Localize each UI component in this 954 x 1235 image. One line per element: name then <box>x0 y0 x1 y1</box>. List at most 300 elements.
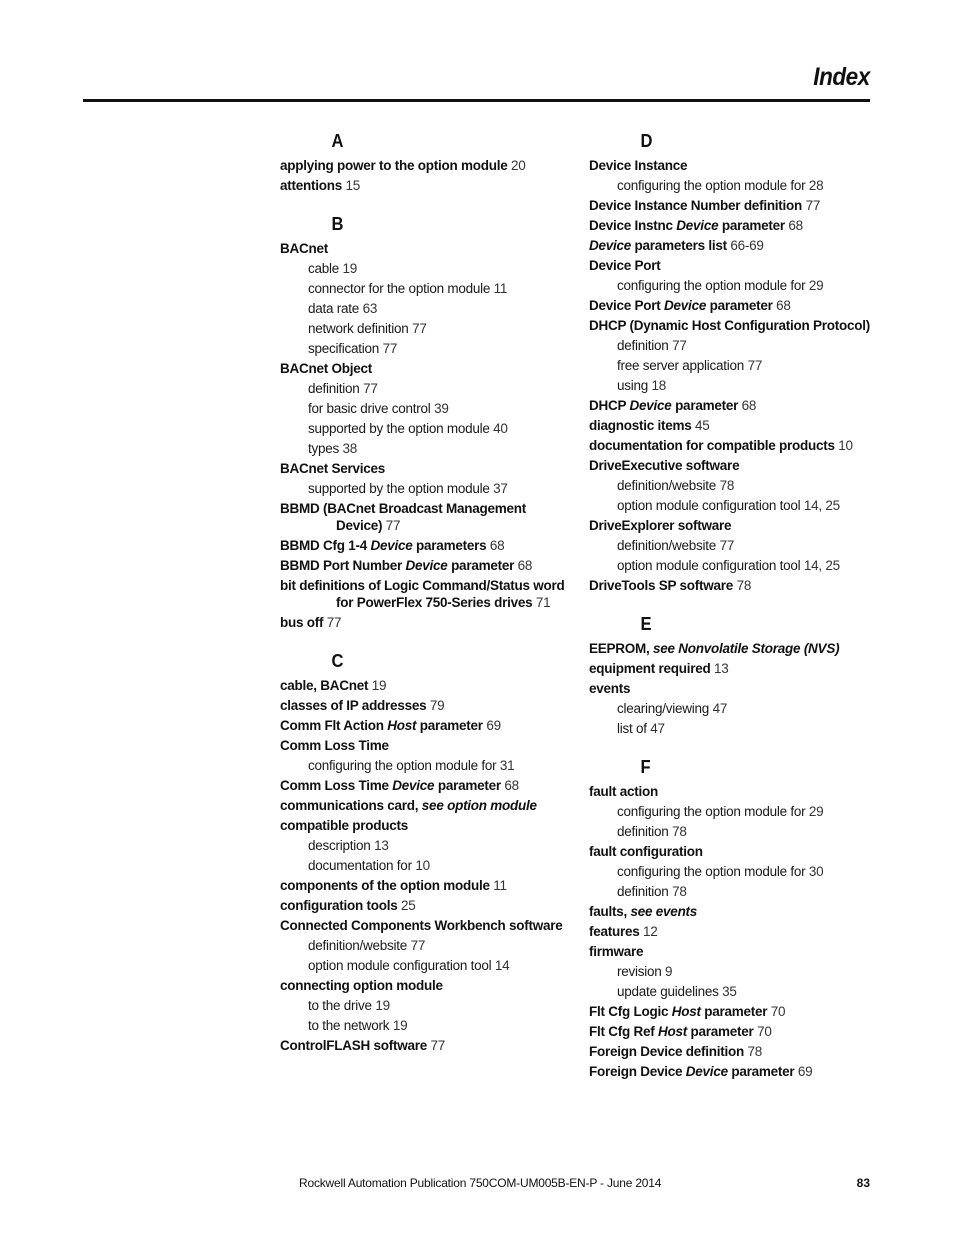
entry-term <box>280 241 328 256</box>
term-text: DHCP (Dynamic Host Configuration Protocol) <box>589 317 871 333</box>
index-subentry <box>589 355 881 375</box>
page-reference: 11 <box>493 280 508 296</box>
term-text: Device <box>629 397 672 413</box>
entry-term <box>589 904 697 919</box>
term-text: supported by the option module <box>308 420 490 436</box>
index-entry <box>589 195 881 215</box>
entry-term <box>617 964 662 979</box>
index-entry <box>280 895 572 915</box>
page-reference: 18 <box>651 377 667 393</box>
entry-term <box>589 298 773 313</box>
entry-term <box>617 864 805 879</box>
term-text: configuring the option module for <box>617 177 806 193</box>
section-letter: D <box>640 131 653 151</box>
term-text: Device <box>685 1063 728 1079</box>
index-subentry <box>280 995 572 1015</box>
index-subentry <box>280 1015 572 1035</box>
page-reference: 37 <box>493 480 508 496</box>
entry-term <box>617 358 744 373</box>
page-reference: 19 <box>375 997 390 1013</box>
entry-term <box>280 158 508 173</box>
index-subentry <box>280 835 572 855</box>
entry-term <box>617 804 805 819</box>
entry-term <box>280 501 526 533</box>
page-reference: 78 <box>736 577 752 593</box>
index-subentry <box>280 398 572 418</box>
page-reference: 13 <box>714 660 729 676</box>
term-text: Host <box>658 1023 687 1039</box>
page-reference: 35 <box>722 983 737 999</box>
index-section <box>280 128 572 195</box>
entry-term <box>589 1044 744 1059</box>
index-entry <box>589 315 881 335</box>
entry-term <box>280 461 385 476</box>
page-reference: 77 <box>363 380 378 396</box>
entry-term <box>589 661 711 676</box>
index-entry <box>589 435 881 455</box>
index-entry <box>280 155 572 175</box>
index-entry <box>589 921 881 941</box>
term-text: option module configuration tool <box>617 497 801 513</box>
entry-term <box>308 281 490 296</box>
index-entry <box>280 975 572 995</box>
page-reference: 68 <box>741 397 757 413</box>
term-text: documentation for compatible products <box>589 437 835 453</box>
index-subentry <box>589 535 881 555</box>
term-text: firmware <box>589 943 644 959</box>
index-entry <box>280 1035 572 1055</box>
index-subentry <box>589 718 881 738</box>
page-reference: 77 <box>385 517 401 533</box>
index-subentry <box>280 438 572 458</box>
page-reference: 14 <box>494 957 510 973</box>
entry-term <box>308 441 339 456</box>
page-reference: 14, 25 <box>803 557 840 573</box>
page-reference: 78 <box>719 477 735 493</box>
term-text: configuring the option module for <box>308 757 497 773</box>
index-entry <box>280 775 572 795</box>
term-text: BBMD Port Number <box>280 557 406 573</box>
index-subentry <box>589 475 881 495</box>
index-entry <box>589 901 881 921</box>
page-reference: 69 <box>486 717 501 733</box>
index-entry <box>589 1001 881 1021</box>
page-reference: 47 <box>650 720 665 736</box>
entry-term <box>589 158 687 173</box>
index-entry <box>589 638 881 658</box>
entry-term <box>617 558 800 573</box>
term-text: Device <box>589 237 632 253</box>
entry-term <box>280 361 372 376</box>
entry-term <box>617 178 805 193</box>
page-reference: 69 <box>797 1063 813 1079</box>
index-subentry <box>280 855 572 875</box>
page-reference: 78 <box>747 1043 763 1059</box>
term-text: see Nonvolatile Storage (NVS) <box>653 640 840 656</box>
term-text: DriveExplorer software <box>589 517 732 533</box>
term-text: types <box>308 440 340 456</box>
index-entry <box>280 555 572 575</box>
term-text: classes of IP addresses <box>280 697 427 713</box>
term-text: using <box>617 377 649 393</box>
page-reference: 13 <box>374 837 389 853</box>
term-text: parameter <box>416 717 483 733</box>
page-reference: 12 <box>643 923 658 939</box>
index-entry <box>589 415 881 435</box>
index-entry <box>280 795 572 815</box>
section-letter: E <box>640 614 652 634</box>
section-letter: A <box>331 131 344 151</box>
entry-term <box>280 698 426 713</box>
entry-term <box>617 884 669 899</box>
term-text: configuring the option module for <box>617 803 806 819</box>
index-subentry <box>280 478 572 498</box>
term-text: Device Port <box>589 257 661 273</box>
term-text: see events <box>630 903 698 919</box>
entry-term <box>589 238 727 253</box>
page-reference: 77 <box>326 614 342 630</box>
page-reference: 70 <box>770 1003 786 1019</box>
entry-term <box>589 1024 754 1039</box>
entry-term <box>308 381 360 396</box>
title-rule <box>83 99 870 102</box>
page-reference: 19 <box>371 677 387 693</box>
term-text: parameters list <box>631 237 727 253</box>
term-text: Comm Loss Time <box>280 737 389 753</box>
entry-term <box>280 615 323 630</box>
term-text: parameter <box>434 777 501 793</box>
index-entry <box>589 841 881 861</box>
term-text: Host <box>671 1003 701 1019</box>
index-entry <box>589 455 881 475</box>
entry-term <box>617 538 716 553</box>
index-entry <box>280 498 572 535</box>
entry-term <box>617 721 647 736</box>
entry-term <box>280 558 514 573</box>
index-entry <box>589 395 881 415</box>
page-reference: 28 <box>808 177 824 193</box>
term-text: Device <box>664 297 707 313</box>
term-text: Comm Loss Time <box>280 777 393 793</box>
index-entry <box>589 215 881 235</box>
page-reference: 30 <box>808 863 824 879</box>
index-entry <box>280 238 572 258</box>
term-text: events <box>589 680 631 696</box>
term-text: definition/website <box>617 537 717 553</box>
index-subentry <box>589 881 881 901</box>
term-text: definition <box>617 883 669 899</box>
term-text: data rate <box>308 300 360 316</box>
entry-term <box>589 198 802 213</box>
entry-term <box>589 218 785 233</box>
entry-term <box>308 341 379 356</box>
term-text: cable, BACnet <box>280 677 369 693</box>
index-entry <box>589 515 881 535</box>
term-text: EEPROM, <box>589 640 654 656</box>
term-text: to the network <box>308 1017 390 1033</box>
entry-term <box>280 818 408 833</box>
index-subentry <box>280 298 572 318</box>
entry-term <box>280 178 342 193</box>
entry-term <box>308 1018 389 1033</box>
entry-term <box>308 958 491 973</box>
index-entry <box>280 175 572 195</box>
entry-term <box>617 498 800 513</box>
index-entry <box>280 575 572 612</box>
term-text: Host <box>387 717 417 733</box>
page-reference: 15 <box>345 177 361 193</box>
page-reference: 25 <box>401 897 416 913</box>
entry-term <box>589 641 839 656</box>
entry-term <box>589 944 643 959</box>
term-text: configuration tools <box>280 897 398 913</box>
page-reference: 63 <box>362 300 378 316</box>
page-reference: 66-69 <box>730 237 764 253</box>
publication-info: Rockwell Automation Publication 750COM-UM005B-EN-P - June 2014 <box>299 1176 662 1190</box>
section-letter: C <box>331 651 344 671</box>
entry-term <box>589 844 703 859</box>
entry-term <box>589 418 692 433</box>
term-text: parameter <box>700 1003 768 1019</box>
page-reference: 78 <box>672 823 687 839</box>
page-reference: 70 <box>757 1023 772 1039</box>
index-subentry <box>280 278 572 298</box>
entry-term <box>308 421 490 436</box>
term-text: attentions <box>280 177 343 193</box>
entry-term <box>280 778 501 793</box>
index-entry <box>589 678 881 698</box>
term-text: network definition <box>308 320 409 336</box>
page-reference: 68 <box>504 777 519 793</box>
entry-term <box>308 758 496 773</box>
entry-term <box>280 898 398 913</box>
term-text: fault configuration <box>589 843 703 859</box>
page-reference: 68 <box>776 297 791 313</box>
term-text: supported by the option module <box>308 480 490 496</box>
term-text: BACnet Object <box>280 360 373 376</box>
entry-term <box>308 261 339 276</box>
term-text: applying power to the option module <box>280 157 508 173</box>
page-reference: 19 <box>342 260 358 276</box>
page-reference: 38 <box>342 440 358 456</box>
page-reference: 77 <box>430 1037 446 1053</box>
term-text: Device <box>392 777 435 793</box>
term-text: DriveExecutive software <box>589 457 740 473</box>
index-subentry <box>280 318 572 338</box>
entry-term <box>280 978 443 993</box>
page-reference: 19 <box>392 1017 408 1033</box>
page-reference: 10 <box>838 437 853 453</box>
index-subentry <box>280 338 572 358</box>
index-column-right <box>589 128 881 1097</box>
entry-term <box>589 1064 794 1079</box>
page-reference: 77 <box>805 197 821 213</box>
entry-term <box>589 518 731 533</box>
term-text: Connected Components Workbench software <box>280 917 563 933</box>
index-entry <box>589 1041 881 1061</box>
term-text: definition/website <box>308 937 408 953</box>
page-reference: 29 <box>808 277 824 293</box>
entry-term <box>617 278 805 293</box>
entry-term <box>280 798 537 813</box>
index-subentry <box>589 495 881 515</box>
index-subentry <box>280 418 572 438</box>
page-reference: 77 <box>412 320 427 336</box>
index-entry <box>589 781 881 801</box>
index-entry <box>589 658 881 678</box>
entry-term <box>589 318 870 333</box>
page-reference: 68 <box>788 217 803 233</box>
index-entry <box>280 458 572 478</box>
term-text: configuring the option module for <box>617 277 806 293</box>
index-entry <box>589 235 881 255</box>
index-section <box>280 211 572 632</box>
index-subentry <box>589 275 881 295</box>
index-entry <box>280 358 572 378</box>
term-text: definition <box>617 823 669 839</box>
index-entry <box>280 915 572 935</box>
term-text: to the drive <box>308 997 372 1013</box>
term-text: configuring the option module for <box>617 863 806 879</box>
term-text: ControlFLASH software <box>280 1037 428 1053</box>
index-subentry <box>280 955 572 975</box>
page-reference: 10 <box>415 857 430 873</box>
page-reference: 77 <box>747 357 763 373</box>
term-text: Flt Cfg Logic <box>589 1003 672 1019</box>
index-subentry <box>589 698 881 718</box>
page-reference: 14, 25 <box>803 497 840 513</box>
term-text: BBMD (BACnet Broadcast Management Device) <box>280 500 527 533</box>
term-text: bit definitions of Logic Command/Status word for PowerFlex 750-Series drives <box>280 577 565 610</box>
index-subentry <box>280 935 572 955</box>
entry-term <box>280 918 563 933</box>
index-entry <box>280 715 572 735</box>
entry-term <box>589 438 835 453</box>
page-reference: 71 <box>535 594 551 610</box>
term-text: Device <box>676 217 719 233</box>
index-section <box>589 754 881 1081</box>
term-text: connecting option module <box>280 977 443 993</box>
term-text: Flt Cfg Ref <box>589 1023 658 1039</box>
term-text: DHCP <box>589 397 630 413</box>
term-text: parameter <box>727 1063 795 1079</box>
entry-term <box>589 258 661 273</box>
term-text: equipment required <box>589 660 711 676</box>
entry-term <box>280 578 565 610</box>
index-entry <box>280 612 572 632</box>
term-text: definition/website <box>617 477 717 493</box>
term-text: Foreign Device definition <box>589 1043 745 1059</box>
entry-term <box>280 878 490 893</box>
entry-term <box>280 678 368 693</box>
index-entry <box>280 735 572 755</box>
index-entry <box>589 575 881 595</box>
page-reference: 29 <box>808 803 824 819</box>
page-reference: 47 <box>712 700 728 716</box>
term-text: faults, <box>589 903 631 919</box>
term-text: Comm Flt Action <box>280 717 388 733</box>
entry-term <box>589 924 640 939</box>
entry-term <box>617 984 719 999</box>
term-text: compatible products <box>280 817 409 833</box>
page-reference: 68 <box>517 557 533 573</box>
term-text: list of <box>617 720 647 736</box>
term-text: free server application <box>617 357 745 373</box>
term-text: parameters <box>412 537 487 553</box>
index-subentry <box>589 981 881 1001</box>
index-section <box>589 128 881 595</box>
index-subentry <box>280 755 572 775</box>
term-text: revision <box>617 963 662 979</box>
term-text: for basic drive control <box>308 400 431 416</box>
entry-term <box>589 784 658 799</box>
page-reference: 77 <box>410 937 426 953</box>
index-subentry <box>280 378 572 398</box>
term-text: option module configuration tool <box>617 557 801 573</box>
index-entry <box>280 535 572 555</box>
term-text: parameter <box>706 297 773 313</box>
index-subentry <box>589 961 881 981</box>
term-text: cable <box>308 260 340 276</box>
term-text: Device <box>405 557 448 573</box>
entry-term <box>280 538 486 553</box>
page-reference: 9 <box>665 963 673 979</box>
entry-term <box>308 321 409 336</box>
entry-term <box>617 338 669 353</box>
entry-term <box>617 824 669 839</box>
entry-term <box>308 998 372 1013</box>
term-text: components of the option module <box>280 877 490 893</box>
page-reference: 77 <box>382 340 398 356</box>
entry-term <box>280 1038 427 1053</box>
term-text: see option module <box>421 797 537 813</box>
entry-term <box>308 838 371 853</box>
term-text: Device Instance Number definition <box>589 197 803 213</box>
index-subentry <box>589 335 881 355</box>
term-text: Device Instance <box>589 157 688 173</box>
index-subentry <box>589 375 881 395</box>
index-section <box>589 611 881 738</box>
term-text: DriveTools SP software <box>589 577 734 593</box>
entry-term <box>308 858 412 873</box>
index-entry <box>589 255 881 275</box>
page-reference: 20 <box>511 157 526 173</box>
term-text: update guidelines <box>617 983 719 999</box>
entry-term <box>589 1004 767 1019</box>
term-text: parameter <box>671 397 739 413</box>
term-text: Device <box>370 537 413 553</box>
index-entry <box>589 941 881 961</box>
entry-term <box>589 578 733 593</box>
term-text: definition <box>617 337 669 353</box>
page-number: 83 <box>856 1176 870 1190</box>
term-text: fault action <box>589 783 659 799</box>
term-text: BBMD Cfg 1-4 <box>280 537 371 553</box>
page-reference: 45 <box>695 417 710 433</box>
term-text: BACnet <box>280 240 328 256</box>
index-subentry <box>589 175 881 195</box>
entry-term <box>308 301 359 316</box>
page-reference: 78 <box>672 883 687 899</box>
term-text: Foreign Device <box>589 1063 686 1079</box>
term-text: Device Instnc <box>589 217 677 233</box>
entry-term <box>280 738 389 753</box>
page-reference: 79 <box>429 697 445 713</box>
index-entry <box>589 1061 881 1081</box>
entry-term <box>308 481 490 496</box>
index-entry <box>280 875 572 895</box>
term-text: parameter <box>718 217 785 233</box>
